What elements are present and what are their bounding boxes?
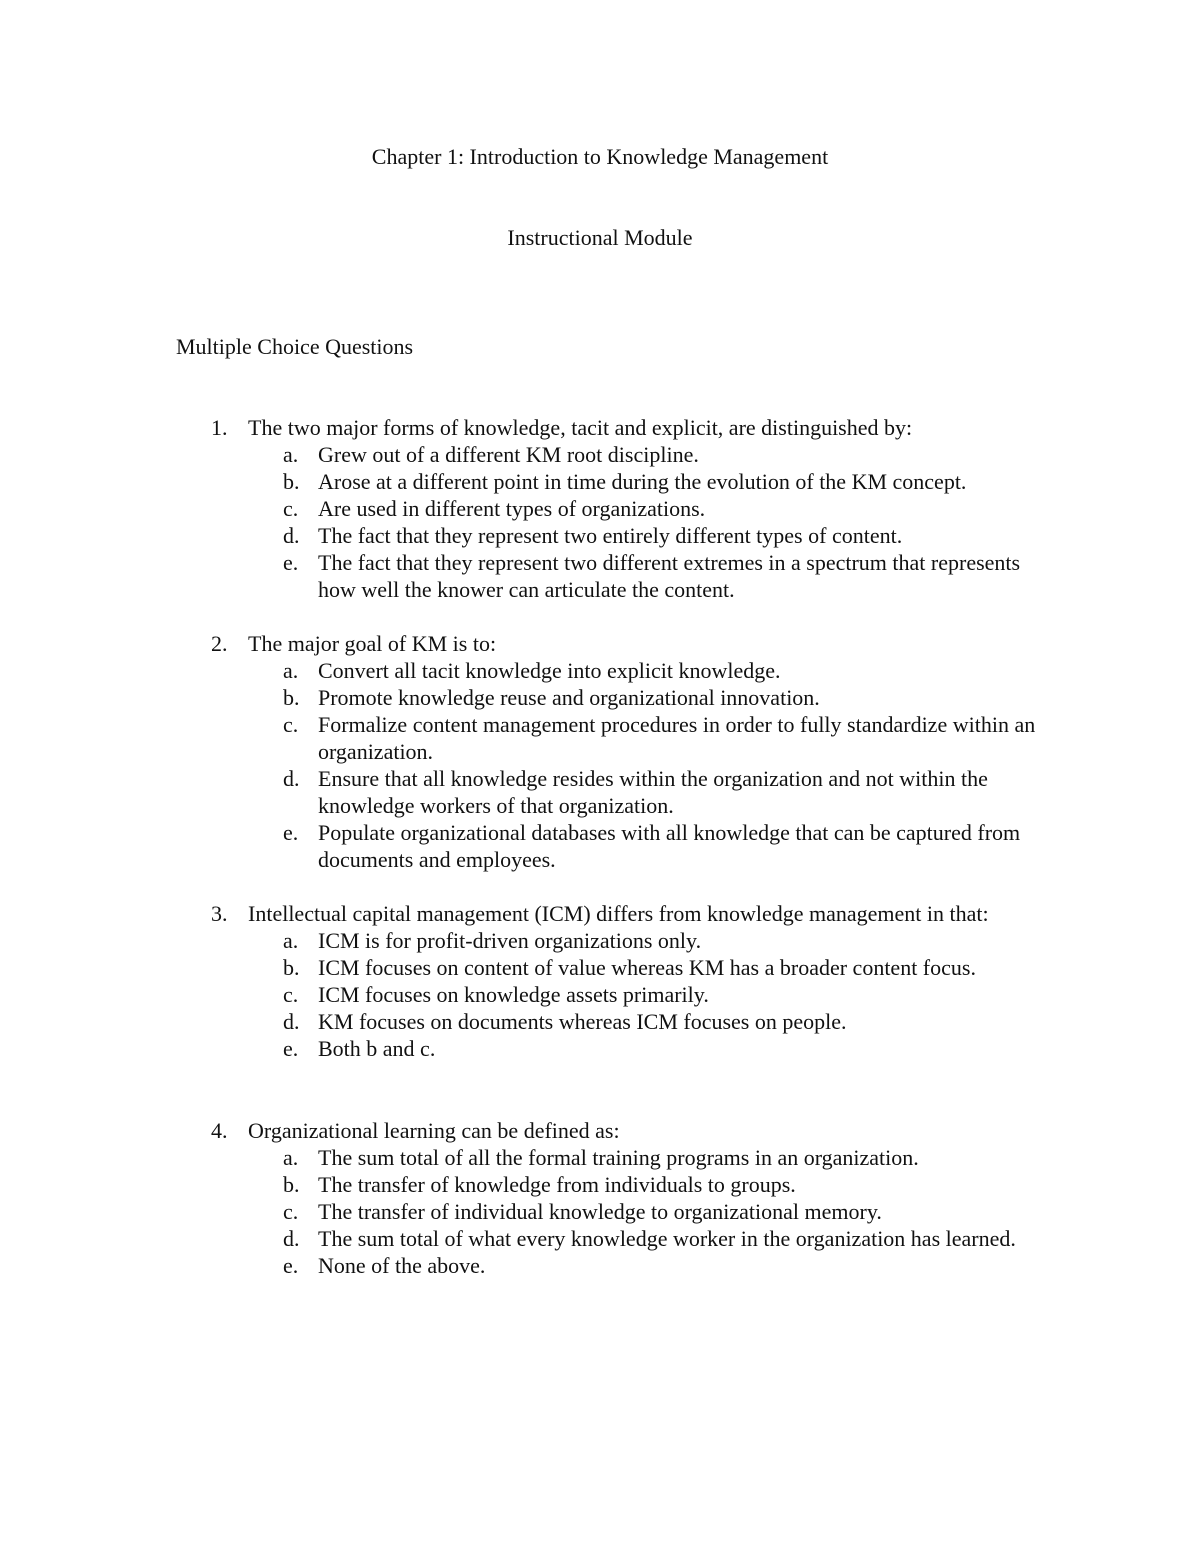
option-letter: a. [283, 1145, 299, 1170]
question-number: 2. [211, 631, 228, 656]
option-letter: a. [283, 442, 299, 467]
question-text: The major goal of KM is to: [248, 631, 497, 656]
option-letter: d. [283, 766, 300, 791]
answer-option [176, 495, 1076, 522]
answer-option [176, 684, 1076, 711]
option-letter: d. [283, 523, 300, 548]
option-letter: a. [283, 928, 299, 953]
answer-option [176, 819, 1076, 873]
answer-option [176, 711, 1076, 765]
question-text: The two major forms of knowledge, tacit and explicit, are distinguished by: [248, 415, 913, 440]
answer-option [176, 765, 1076, 819]
option-letter: c. [283, 1199, 299, 1224]
option-text: KM focuses on documents whereas ICM focuses on people. [318, 1009, 847, 1034]
question-stem [176, 414, 1076, 441]
option-text: Are used in different types of organizations. [318, 496, 706, 521]
answer-option [176, 1008, 1076, 1035]
option-text: None of the above. [318, 1253, 486, 1278]
question-1 [176, 414, 1076, 603]
option-text: Grew out of a different KM root discipline. [318, 442, 699, 467]
option-letter: c. [283, 712, 299, 737]
question-stem [176, 1117, 1076, 1144]
answer-option [176, 1171, 1076, 1198]
option-text: ICM is for profit-driven organizations only. [318, 928, 702, 953]
question-number: 3. [211, 901, 228, 926]
option-text: ICM focuses on knowledge assets primarily. [318, 982, 709, 1007]
option-letter: a. [283, 658, 299, 683]
answer-option [176, 441, 1076, 468]
option-text: The transfer of individual knowledge to organizational memory. [318, 1199, 882, 1224]
option-text: ICM focuses on content of value whereas KM has a broader content focus. [318, 955, 976, 980]
answer-option [176, 954, 1076, 981]
question-4 [176, 1117, 1076, 1279]
option-letter: b. [283, 685, 300, 710]
answer-option [176, 549, 1076, 603]
answer-option [176, 981, 1076, 1008]
answer-option [176, 522, 1076, 549]
option-letter: b. [283, 469, 300, 494]
option-text: Formalize content management procedures in order to fully standardize within an organization. [318, 712, 1036, 764]
option-text: Ensure that all knowledge resides within the organization and not within the knowledge workers of that organization. [318, 766, 988, 818]
chapter-title: Chapter 1: Introduction to Knowledge Management [371, 144, 829, 169]
question-number: 1. [211, 415, 228, 440]
option-letter: d. [283, 1009, 300, 1034]
question-2 [176, 630, 1076, 873]
module-title: Instructional Module [507, 225, 693, 250]
option-letter: b. [283, 1172, 300, 1197]
answer-option [176, 657, 1076, 684]
option-text: Populate organizational databases with all knowledge that can be captured from documents and employees. [318, 820, 1021, 872]
option-text: The fact that they represent two different extremes in a spectrum that represents how well the knower can articulate the content. [318, 550, 1021, 602]
option-letter: c. [283, 982, 299, 1007]
question-3 [176, 900, 1076, 1062]
question-stem [176, 900, 1076, 927]
option-letter: e. [283, 550, 299, 575]
option-text: The sum total of all the formal training programs in an organization. [318, 1145, 919, 1170]
question-text: Intellectual capital management (ICM) differs from knowledge management in that: [248, 901, 989, 926]
question-text: Organizational learning can be defined as: [248, 1118, 620, 1143]
answer-option [176, 1252, 1076, 1279]
answer-option [176, 1144, 1076, 1171]
option-text: The transfer of knowledge from individuals to groups. [318, 1172, 796, 1197]
question-number: 4. [211, 1118, 228, 1143]
answer-option [176, 927, 1076, 954]
answer-option [176, 1225, 1076, 1252]
section-heading: Multiple Choice Questions [176, 334, 414, 359]
option-letter: b. [283, 955, 300, 980]
option-text: Convert all tacit knowledge into explicit knowledge. [318, 658, 781, 683]
option-letter: e. [283, 820, 299, 845]
answer-option [176, 468, 1076, 495]
option-text: Promote knowledge reuse and organizational innovation. [318, 685, 820, 710]
option-letter: c. [283, 496, 299, 521]
option-letter: e. [283, 1036, 299, 1061]
option-text: Both b and c. [318, 1036, 436, 1061]
option-text: Arose at a different point in time during the evolution of the KM concept. [318, 469, 967, 494]
option-text: The sum total of what every knowledge worker in the organization has learned. [318, 1226, 1016, 1251]
answer-option [176, 1198, 1076, 1225]
option-text: The fact that they represent two entirely different types of content. [318, 523, 903, 548]
answer-option [176, 1035, 1076, 1062]
question-stem [176, 630, 1076, 657]
option-letter: e. [283, 1253, 299, 1278]
option-letter: d. [283, 1226, 300, 1251]
